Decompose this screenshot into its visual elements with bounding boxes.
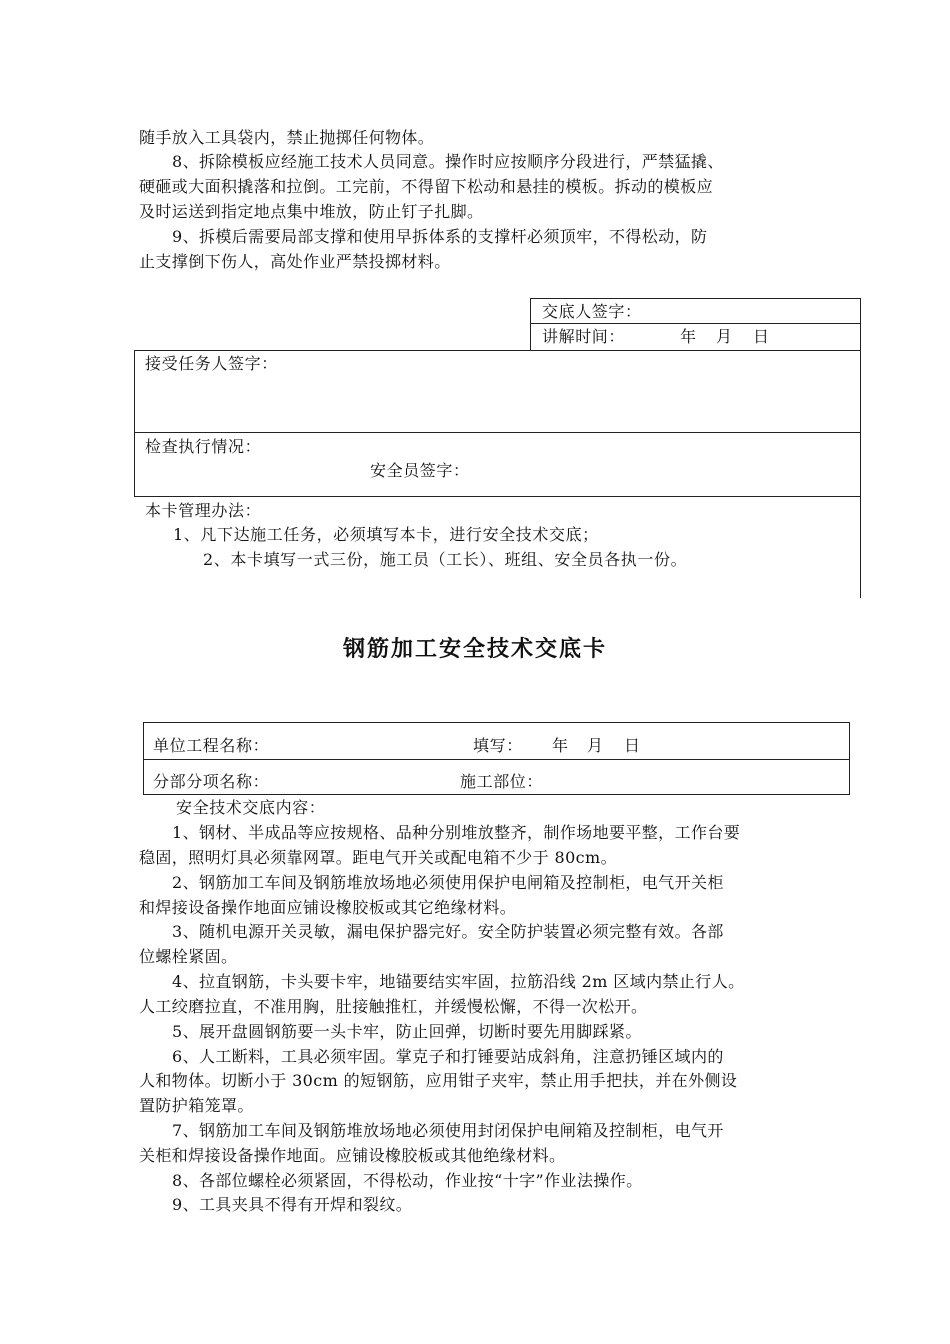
- date-year: 年: [552, 736, 569, 755]
- content-line: 5、展开盘圆钢筋要一头卡牢，防止回弹，切断时要先用脚踩紧。: [172, 1022, 642, 1041]
- content-line: 2、钢筋加工车间及钢筋堆放场地必须使用保护电闸箱及控制柜，电气开关柜: [172, 873, 724, 892]
- safety-officer-label: 安全员签字：: [370, 461, 470, 480]
- text-line: 及时运送到指定地点集中堆放，防止钉子扎脚。: [139, 202, 484, 221]
- table-divider: [134, 432, 861, 433]
- content-line: 位螺栓紧固。: [139, 947, 238, 966]
- date-day: 日: [624, 736, 641, 755]
- content-line: 1、钢材、半成品等应按规格、品种分别堆放整齐，制作场地要平整，工作台要: [172, 823, 741, 842]
- content-line: 人和物体。切断小于 30cm 的短钢筋，应用钳子夹牢，禁止用手把扶，并在外侧设: [139, 1071, 738, 1090]
- management-item: 1、凡下达施工任务，必须填写本卡，进行安全技术交底；: [173, 525, 599, 544]
- table-divider: [530, 323, 861, 324]
- content-line: 4、拉直钢筋，卡头要卡牢，地锚要结实牢固，拉筋沿线 2m 区域内禁止行人。: [172, 972, 745, 991]
- date-month: 月: [587, 736, 604, 755]
- table-edge: [860, 496, 861, 598]
- content-line: 9、工具夹具不得有开焊和裂纹。: [172, 1195, 413, 1214]
- time-month: 月: [716, 327, 733, 346]
- content-line: 置防护箱笼罩。: [139, 1096, 254, 1115]
- project-label: 单位工程名称：: [153, 736, 270, 755]
- content-line: 人工绞磨拉直，不准用胸，肚接触推杠，并缓慢松懈，不得一次松开。: [139, 997, 648, 1016]
- management-item: 2、本卡填写一式三份，施工员（工长）、班组、安全员各执一份。: [203, 550, 688, 569]
- discloser-label: 交底人签字：: [542, 302, 642, 321]
- time-label: 讲解时间：: [542, 327, 626, 346]
- location-label: 施工部位：: [460, 772, 544, 791]
- content-heading: 安全技术交底内容：: [176, 798, 326, 817]
- content-line: 稳固，照明灯具必须靠网罩。距电气开关或配电箱不少于 80cm。: [139, 848, 617, 867]
- text-line: 随手放入工具袋内，禁止抛掷任何物体。: [139, 128, 435, 147]
- content-line: 8、各部位螺栓必须紧固，不得松动，作业按“十字”作业法操作。: [172, 1171, 643, 1190]
- content-line: 和焊接设备操作地面应铺设橡胶板或其它绝缘材料。: [139, 898, 517, 917]
- subproject-label: 分部分项名称：: [153, 772, 270, 791]
- check-label: 检查执行情况：: [145, 437, 262, 456]
- text-line: 硬砸或大面积撬落和拉倒。工完前，不得留下松动和悬挂的模板。拆动的模板应: [139, 177, 714, 196]
- fill-label: 填写：: [473, 736, 523, 755]
- content-line: 6、人工断料，工具必须牢固。掌克子和打锤要站成斜角，注意扔锤区域内的: [172, 1047, 724, 1066]
- card-title: 钢筋加工安全技术交底卡: [342, 636, 607, 662]
- management-heading: 本卡管理办法：: [145, 501, 262, 520]
- receiver-label: 接受任务人签字：: [145, 354, 278, 373]
- text-line: 止支撑倒下伤人，高处作业严禁投掷材料。: [139, 252, 451, 271]
- text-line: 9、拆模后需要局部支撑和使用早拆体系的支撑杆必须顶牢，不得松动，防: [172, 227, 708, 246]
- text-line: 8、拆除模板应经施工技术人员同意。操作时应按顺序分段进行，严禁猛撬、: [172, 152, 724, 171]
- time-year: 年: [680, 327, 697, 346]
- time-day: 日: [753, 327, 770, 346]
- table-divider: [143, 759, 850, 760]
- content-line: 3、随机电源开关灵敏，漏电保护器完好。安全防护装置必须完整有效。各部: [172, 922, 724, 941]
- content-line: 关柜和焊接设备操作地面。应铺设橡胶板或其他绝缘材料。: [139, 1146, 566, 1165]
- content-line: 7、钢筋加工车间及钢筋堆放场地必须使用封闭保护电闸箱及控制柜，电气开: [172, 1121, 724, 1140]
